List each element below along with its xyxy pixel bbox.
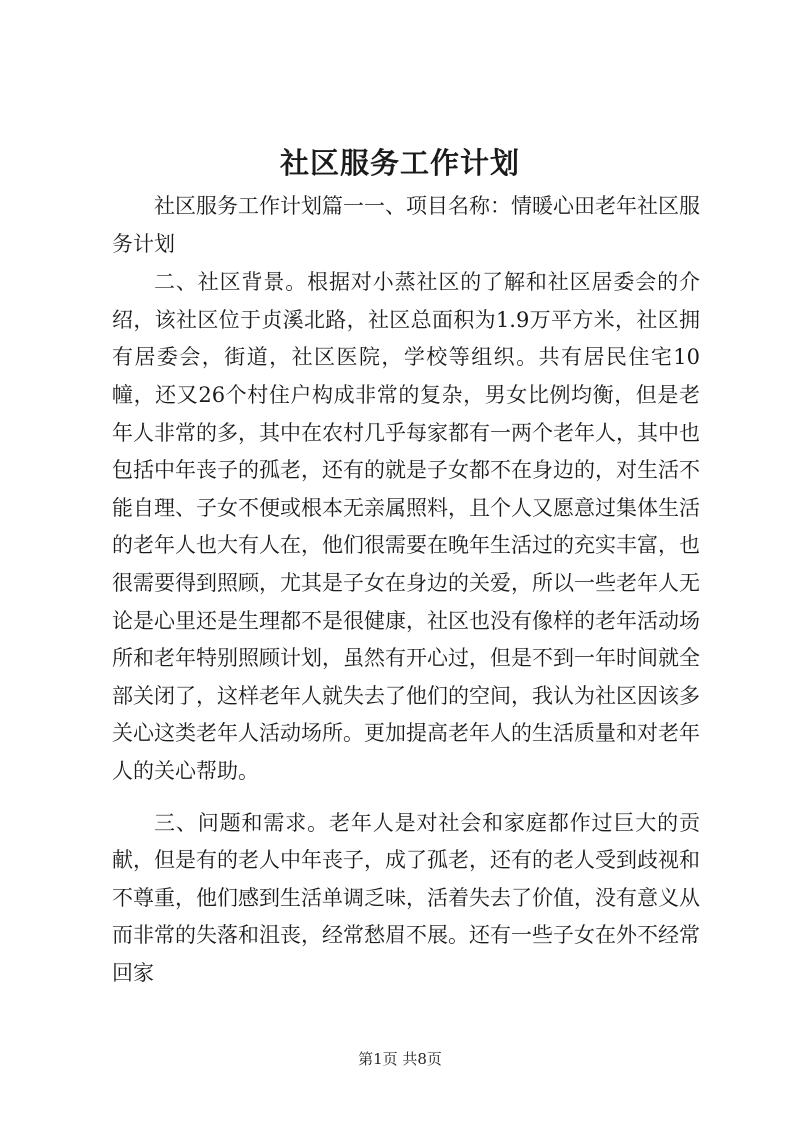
document-body bbox=[112, 188, 700, 992]
page-number-footer: 第1页 共8页 bbox=[358, 1050, 442, 1068]
page-title: 社区服务工作计划 bbox=[279, 146, 520, 180]
paragraph-problems-needs: 三、问题和需求。老年人是对社会和家庭都作过巨大的贡献，但是有的老人中年丧子，成了孤老，还有的老人受到歧视和不尊重，他们感到生活单调乏味，活着失去了价值，没有意义从而非常的失落和沮丧，经常愁眉不展。还有一些子女在外不经常回家 bbox=[112, 810, 700, 985]
paragraph-project-name: 社区服务工作计划篇一一、项目名称：情暖心田老年社区服务计划 bbox=[112, 194, 700, 256]
paragraph-community-background: 二、社区背景。根据对小蒸社区的了解和社区居委会的介绍，该社区位于贞溪北路，社区总面积为1.9万平方米，社区拥有居委会，街道，社区医院，学校等组织。共有居民住宅10幢，还又26个村住户构成非常的复杂，男女比例均衡，但是老年人非常的多，其中在农村几乎每家都有一两个老年人，其中也包括中年丧子的孤老，还有的就是子女都不在身边的，对生活不能自理、子女不便或根本无亲属照料，且个人又愿意过集体生活的老年人也大有人在，他们很需要在晚年生活过的充实丰富，也很需要得到照顾，尤其是子女在身边的关爱，所以一些老年人无论是心里还是生理都不是很健康，社区也没有像样的老年活动场所和老年特别照顾计划，虽然有开心过，但是不到一年时间就全部关闭了，这样老年人就失去了他们的空间，我认为社区因该多关心这类老年人活动场所。更加提高老年人的生活质量和对老年人的关心帮助。 bbox=[112, 270, 700, 783]
